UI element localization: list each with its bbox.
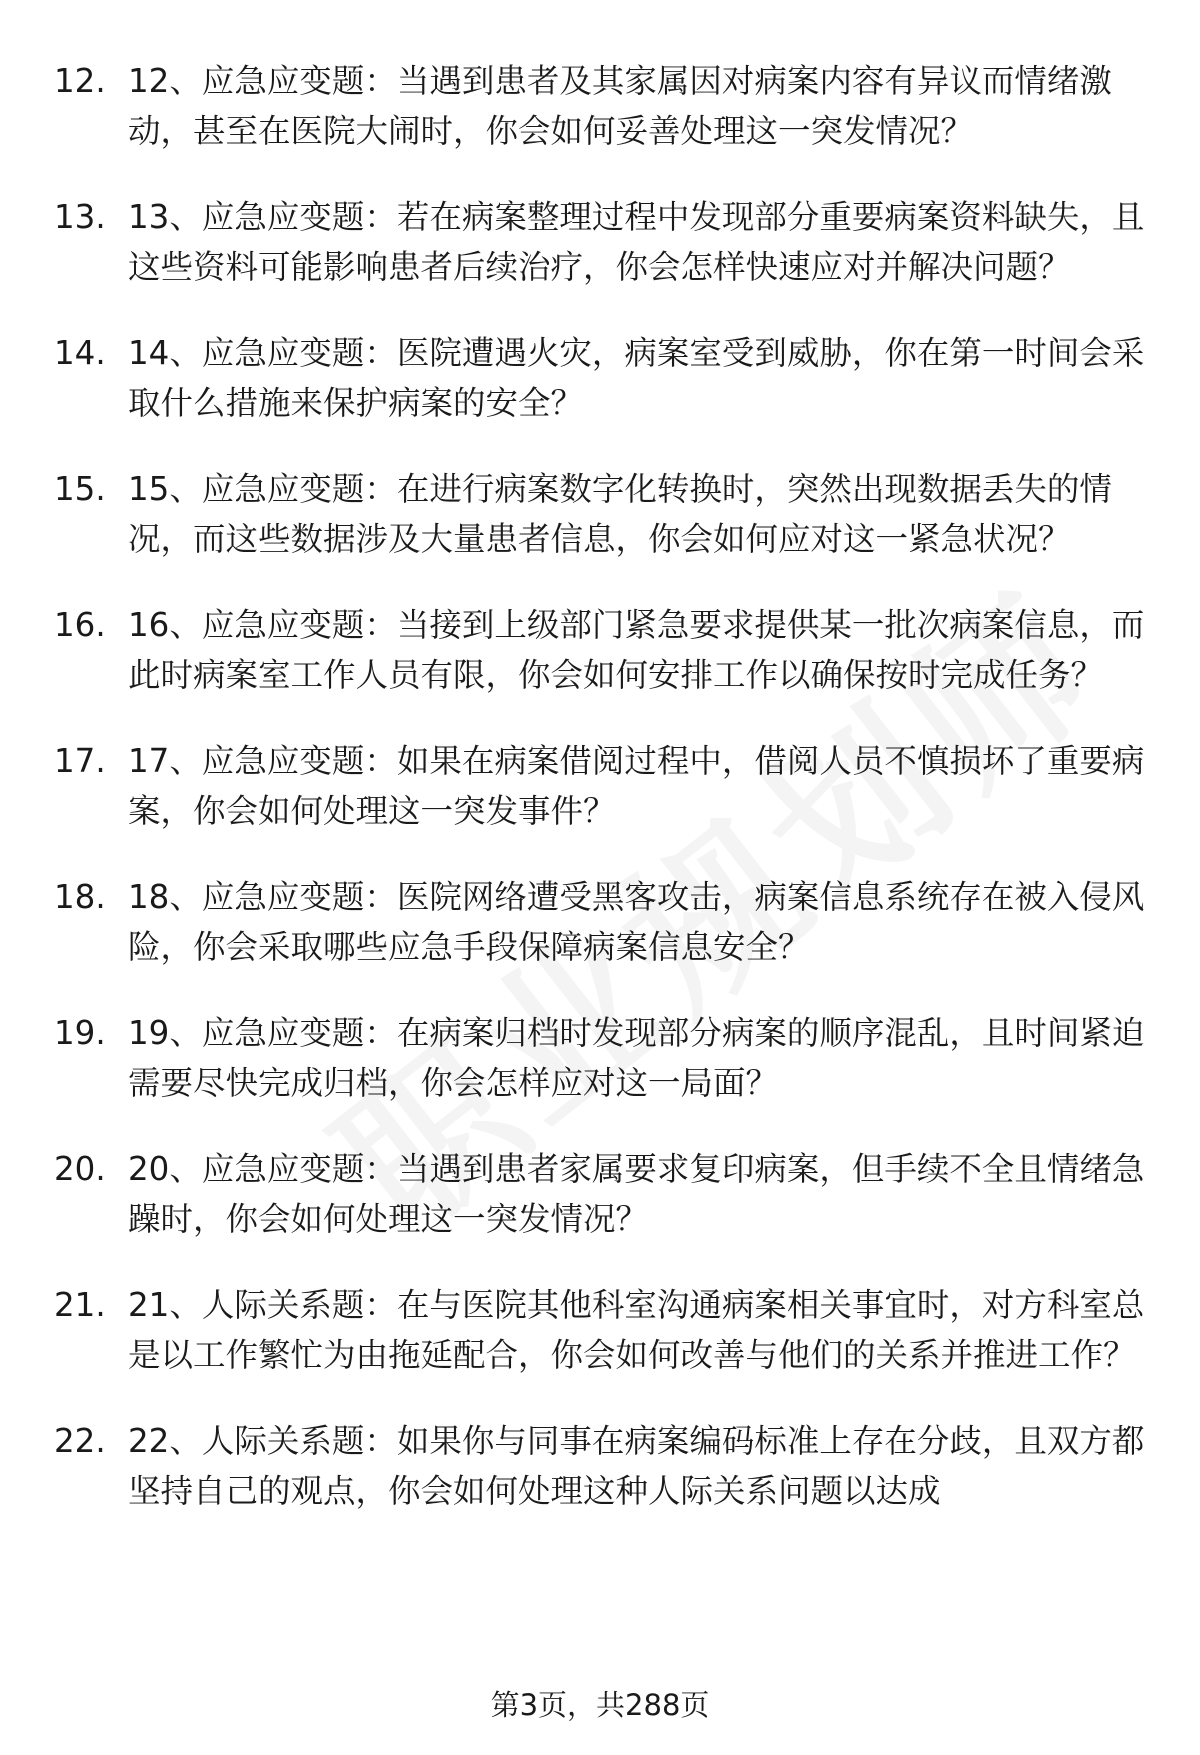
question-list [0, 56, 1200, 1552]
question-number: 17. [54, 742, 106, 780]
question-item [0, 1144, 1200, 1244]
question-text: 16、应急应变题：当接到上级部门紧急要求提供某一批次病案信息，而此时病案室工作人员有限，你会如何安排工作以确保按时完成任务？ [128, 606, 1145, 694]
question-text: 21、人际关系题：在与医院其他科室沟通病案相关事宜时，对方科室总是以工作繁忙为由拖延配合，你会如何改善与他们的关系并推进工作？ [128, 1286, 1145, 1374]
question-number: 14. [54, 334, 106, 372]
question-item [0, 1416, 1200, 1516]
question-item [0, 736, 1200, 836]
question-text: 15、应急应变题：在进行病案数字化转换时，突然出现数据丢失的情况，而这些数据涉及大量患者信息，你会如何应对这一紧急状况？ [128, 470, 1112, 558]
question-item [0, 600, 1200, 700]
question-number: 15. [54, 470, 106, 508]
question-item [0, 56, 1200, 156]
question-item [0, 872, 1200, 972]
page-footer: 第3页，共288页 [490, 1688, 710, 1722]
question-number: 16. [54, 606, 106, 644]
question-item [0, 464, 1200, 564]
question-number: 22. [54, 1422, 106, 1460]
question-text: 22、人际关系题：如果你与同事在病案编码标准上存在分歧，且双方都坚持自己的观点，你会如何处理这种人际关系问题以达成 [128, 1422, 1145, 1510]
question-text: 19、应急应变题：在病案归档时发现部分病案的顺序混乱，且时间紧迫需要尽快完成归档，你会怎样应对这一局面？ [128, 1014, 1145, 1102]
question-number: 20. [54, 1150, 106, 1188]
question-number: 18. [54, 878, 106, 916]
question-text: 18、应急应变题：医院网络遭受黑客攻击，病案信息系统存在被入侵风险，你会采取哪些应急手段保障病案信息安全？ [128, 878, 1145, 966]
question-number: 13. [54, 198, 106, 236]
question-number: 12. [54, 62, 106, 100]
question-text: 14、应急应变题：医院遭遇火灾，病案室受到威胁，你在第一时间会采取什么措施来保护病案的安全？ [128, 334, 1145, 422]
question-item [0, 328, 1200, 428]
question-number: 19. [54, 1014, 106, 1052]
question-number: 21. [54, 1286, 106, 1324]
question-text: 12、应急应变题：当遇到患者及其家属因对病案内容有异议而情绪激动，甚至在医院大闹时，你会如何妥善处理这一突发情况？ [128, 62, 1112, 150]
question-item [0, 192, 1200, 292]
question-text: 13、应急应变题：若在病案整理过程中发现部分重要病案资料缺失，且这些资料可能影响患者后续治疗，你会怎样快速应对并解决问题？ [128, 198, 1145, 286]
question-text: 17、应急应变题：如果在病案借阅过程中，借阅人员不慎损坏了重要病案，你会如何处理这一突发事件？ [128, 742, 1145, 830]
question-text: 20、应急应变题：当遇到患者家属要求复印病案，但手续不全且情绪急躁时，你会如何处理这一突发情况？ [128, 1150, 1145, 1238]
question-item [0, 1280, 1200, 1380]
question-item [0, 1008, 1200, 1108]
